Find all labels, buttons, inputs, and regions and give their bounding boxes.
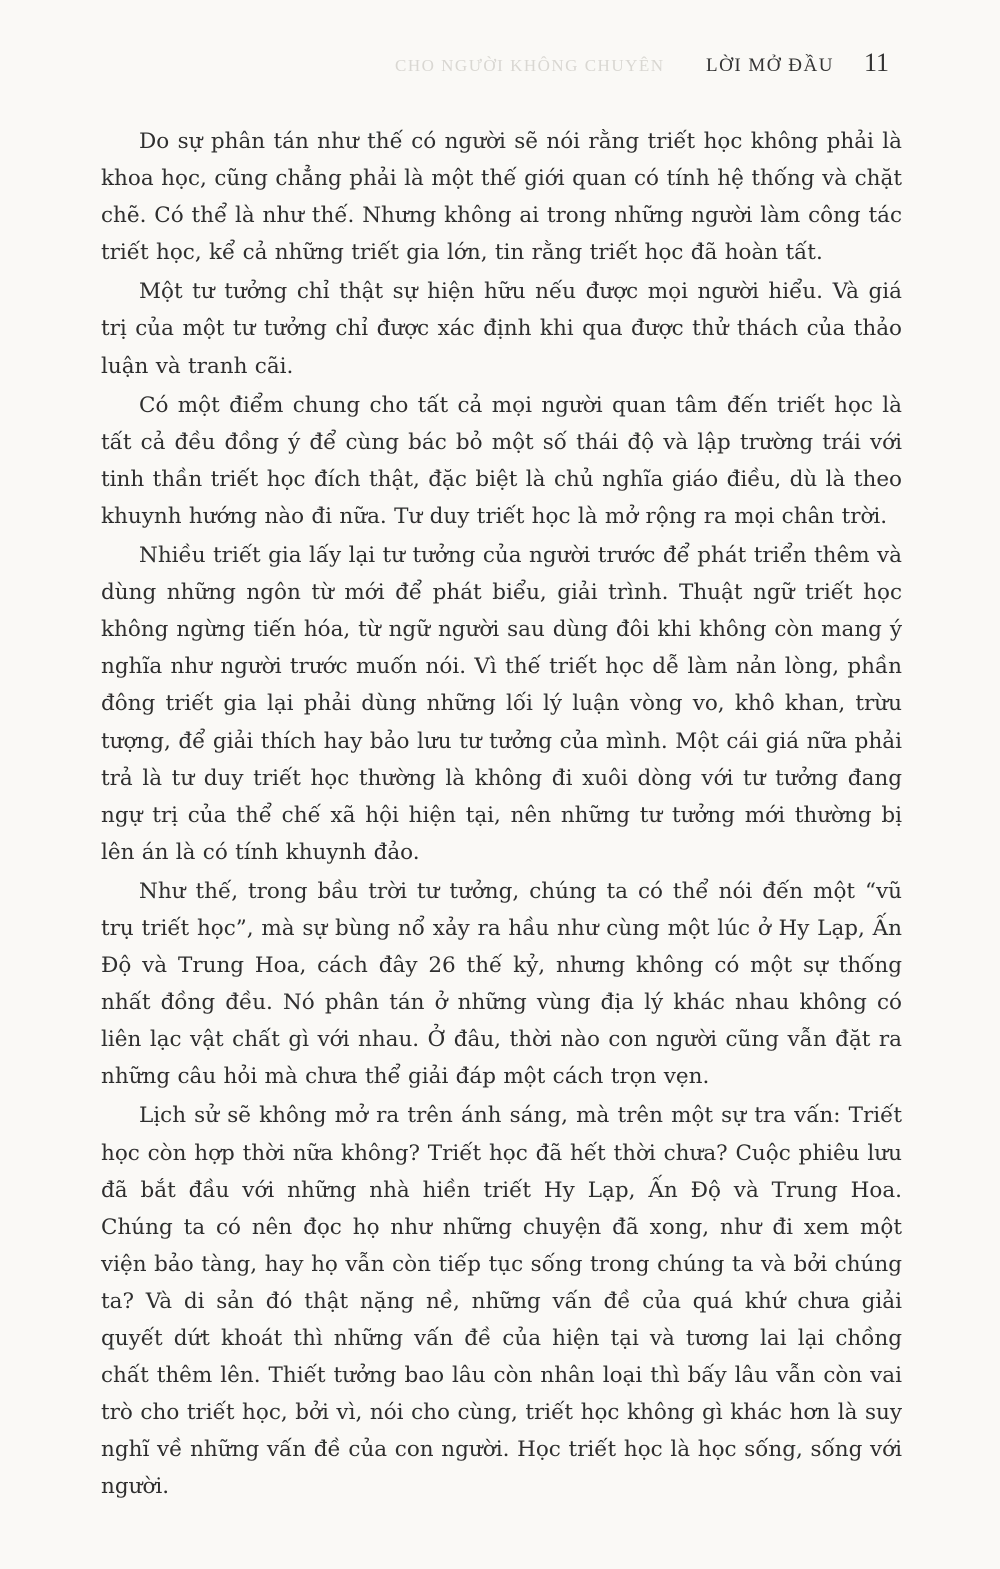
paragraph-6: Lịch sử sẽ không mở ra trên ánh sáng, mà trên một sự tra vấn: Triết học còn hợp thời nữa không? Triết học đã hết thời chưa? Cuộc phiêu lưu đã bắt đầu với những nhà hiền triết Hy Lạp, Ấn Độ và Trung Hoa. Chúng ta có nên đọc họ như những chuyện đã xong, như đi xem một viện bảo tàng, hay họ vẫn còn tiếp tục sống trong chúng ta và bởi chúng ta? Và di sản đó thật nặng nề, những vấn đề của quá khứ chưa giải quyết dứt khoát thì những vấn đề của hiện tại và tương lai lại chồng chất thêm lên. Thiết tưởng bao lâu còn nhân loại thì bấy lâu vẫn còn vai trò cho triết học, bởi vì, nói cho cùng, triết học không gì khác hơn là suy nghĩ về những vấn đề của con người. Học triết học là học sống, sống với người. <box>101 1103 902 1500</box>
paragraph-4: Nhiều triết gia lấy lại tư tưởng của người trước để phát triển thêm và dùng những ngôn từ mới để phát biểu, giải trình. Thuật ngữ triết học không ngừng tiến hóa, từ ngữ người sau dùng đôi khi không còn mang ý nghĩa như người trước muốn nói. Vì thế triết học dễ làm nản lòng, phần đông triết gia lại phải dùng những lối lý luận vòng vo, khô khan, trừu tượng, để giải thích hay bảo lưu tư tưởng của mình. Một cái giá nữa phải trả là tư duy triết học thường là không đi xuôi dòng với tư tưởng đang ngự trị của thể chế xã hội hiện tại, nên những tư tưởng mới thường bị lên án là có tính khuynh đảo. <box>101 543 902 865</box>
bleed-through-header: CHO NGƯỜI KHÔNG CHUYÊN <box>395 56 665 75</box>
paragraph-5: Như thế, trong bầu trời tư tưởng, chúng ta có thể nói đến một “vũ trụ triết học”, mà sự bùng nổ xảy ra hầu như cùng một lúc ở Hy Lạp, Ấn Độ và Trung Hoa, cách đây 26 thế kỷ, nhưng không có một sự thống nhất đồng đều. Nó phân tán ở những vùng địa lý khác nhau không có liên lạc vật chất gì với nhau. Ở đâu, thời nào con người cũng vẫn đặt ra những câu hỏi mà chưa thể giải đáp một cách trọn vẹn. <box>101 878 902 1090</box>
body-text <box>101 123 902 1507</box>
paragraph-1: Do sự phân tán như thế có người sẽ nói rằng triết học không phải là khoa học, cũng chẳng phải là một thế giới quan có tính hệ thống và chặt chẽ. Có thể là như thế. Nhưng không ai trong những người làm công tác triết học, kể cả những triết gia lớn, tin rằng triết học đã hoàn tất. <box>101 129 902 266</box>
paragraph-3: Có một điểm chung cho tất cả mọi người quan tâm đến triết học là tất cả đều đồng ý để cùng bác bỏ một số thái độ và lập trường trái với tinh thần triết học đích thật, đặc biệt là chủ nghĩa giáo điều, dù là theo khuynh hướng nào đi nữa. Tư duy triết học là mở rộng ra mọi chân trời. <box>101 392 902 529</box>
page-number: 11 <box>863 48 889 77</box>
paragraph-2: Một tư tưởng chỉ thật sự hiện hữu nếu được mọi người hiểu. Và giá trị của một tư tưởng chỉ được xác định khi qua được thử thách của thảo luận và tranh cãi. <box>101 279 902 379</box>
chapter-title: LỜI MỞ ĐẦU <box>706 55 834 76</box>
running-header <box>706 48 889 78</box>
